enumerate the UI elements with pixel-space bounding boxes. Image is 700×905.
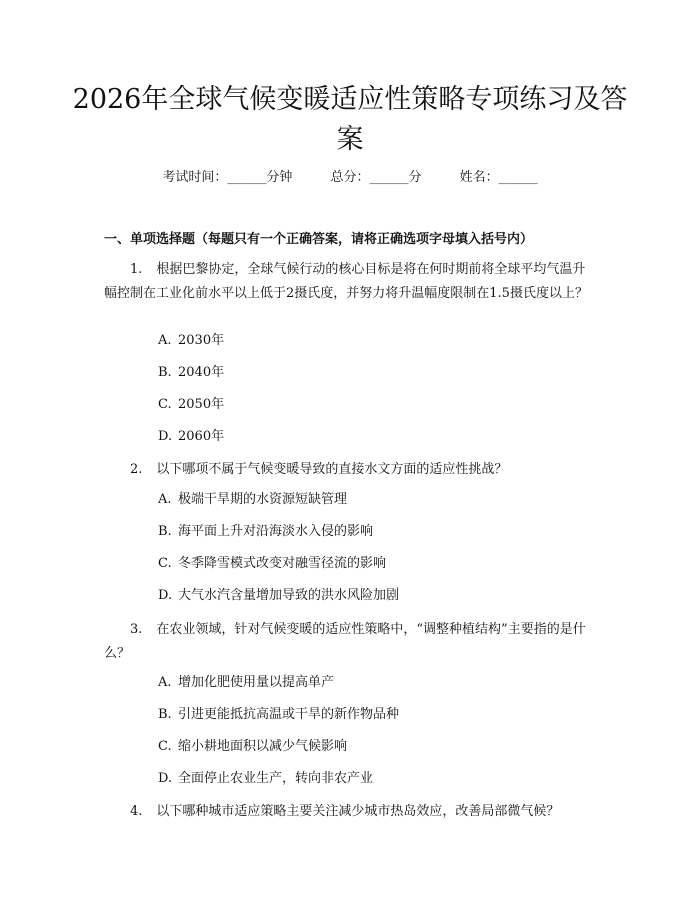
question-4: [104, 800, 598, 824]
question-1-option-a: [158, 331, 224, 351]
option-letter: D.: [158, 429, 173, 444]
question-1-option-b: [158, 363, 224, 383]
question-1-option-d: [158, 427, 224, 447]
option-letter: C.: [158, 397, 172, 412]
option-letter: B.: [158, 707, 172, 722]
section-heading: 一、单项选择题（每题只有一个正确答案，请将正确选项字母填入括号内）: [104, 232, 534, 247]
option-letter: A.: [158, 675, 172, 690]
question-text: 在农业领域，针对气候变暖的适应性策略中，“调整种植结构”主要指的是什么？: [104, 622, 586, 661]
option-text: 2040年: [178, 365, 225, 380]
question-3: [104, 618, 598, 666]
option-text: 缩小耕地面积以减少气候影响: [178, 739, 348, 754]
question-1-option-c: [158, 395, 224, 415]
question-number: 1.: [130, 262, 143, 277]
option-text: 极端干旱期的水资源短缺管理: [178, 492, 348, 507]
option-text: 2050年: [178, 397, 225, 412]
option-letter: B.: [158, 365, 172, 380]
question-number: 4.: [130, 804, 143, 819]
option-text: 增加化肥使用量以提高单产: [178, 675, 335, 690]
option-text: 大气水汽含量增加导致的洪水风险加剧: [178, 588, 400, 603]
option-text: 2030年: [178, 333, 225, 348]
option-text: 2060年: [178, 429, 225, 444]
total-score-field: 总分：______分: [330, 170, 422, 185]
question-text: 以下哪项不属于气候变暖导致的直接水文方面的适应性挑战？: [156, 462, 508, 477]
option-letter: B.: [158, 524, 172, 539]
option-text: 海平面上升对沿海淡水入侵的影响: [178, 524, 374, 539]
option-letter: A.: [158, 333, 172, 348]
question-text: 以下哪种城市适应策略主要关注减少城市热岛效应，改善局部微气候？: [156, 804, 560, 819]
question-1: [104, 258, 598, 306]
question-2: [104, 458, 598, 482]
option-text: 冬季降雪模式改变对融雪径流的影响: [178, 556, 387, 571]
question-2-option-d: [158, 586, 399, 606]
exam-time-field: 考试时间：______分钟: [162, 170, 293, 185]
question-3-option-a: [158, 673, 334, 693]
option-letter: C.: [158, 556, 172, 571]
question-3-option-c: [158, 737, 347, 757]
option-letter: D.: [158, 771, 173, 786]
exam-meta: [0, 168, 700, 188]
question-2-option-b: [158, 522, 373, 542]
option-letter: C.: [158, 739, 172, 754]
question-number: 2.: [130, 462, 143, 477]
option-text: 全面停止农业生产，转向非农产业: [178, 771, 374, 786]
question-2-option-a: [158, 490, 347, 510]
question-text: 根据巴黎协定，全球气候行动的核心目标是将在何时期前将全球平均气温升幅控制在工业化前水平以上低于2摄氏度，并努力将升温幅度限制在1.5摄氏度以上？: [104, 262, 588, 301]
question-number: 3.: [130, 622, 143, 637]
page-title: 2026年全球气候变暖适应性策略专项练习及答案: [72, 84, 628, 155]
question-3-option-d: [158, 769, 373, 789]
name-field: 姓名：______: [459, 170, 538, 185]
option-letter: D.: [158, 588, 173, 603]
option-letter: A.: [158, 492, 172, 507]
question-3-option-b: [158, 705, 399, 725]
question-2-option-c: [158, 554, 386, 574]
option-text: 引进更能抵抗高温或干旱的新作物品种: [178, 707, 400, 722]
